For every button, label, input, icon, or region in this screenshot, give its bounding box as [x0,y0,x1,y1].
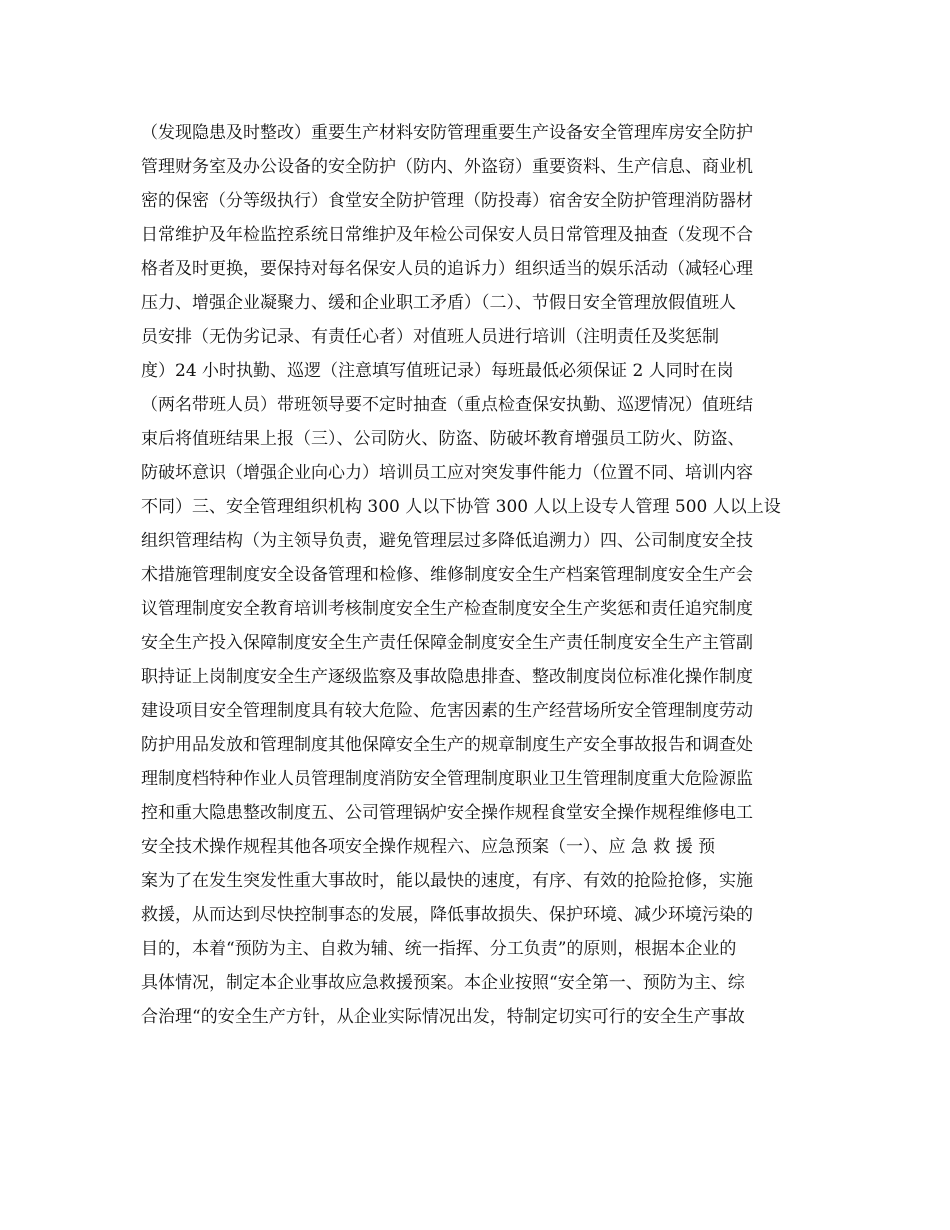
text-line: 束后将值班结果上报（三）、公司防火、防盗、防破坏教育增强员工防火、防盗、 [141,429,745,449]
text-line: 不同）三、安全管理组织机构 300 人以下协管 300 人以上设专人管理 500 人以上设 [141,497,781,517]
text-line: 救援，从而达到尽快控制事态的发展，降低事故损失、保护环境、减少环境污染的 [141,905,753,925]
text-line: 理制度档特种作业人员管理制度消防安全管理制度职业卫生管理制度重大危险源监 [141,769,753,789]
text-line: 目的，本着“预防为主、自救为辅、统一指挥、分工负责”的原则，根据本企业的 [141,939,737,959]
text-line: （两名带班人员）带班领导要不定时抽查（重点检查保安执勤、巡逻情况）值班结 [141,395,753,415]
text-line: 术措施管理制度安全设备管理和检修、维修制度安全生产档案管理制度安全生产会 [141,565,753,585]
text-line: 具体情况，制定本企业事故应急救援预案。本企业按照“安全第一、预防为主、综 [141,973,745,993]
text-line: 管理财务室及办公设备的安全防护（防内、外盗窃）重要资料、生产信息、商业机 [141,157,753,177]
text-line: 合治理“的安全生产方针，从企业实际情况出发，特制定切实可行的安全生产事故 [141,1007,745,1027]
text-line: 度）24 小时执勤、巡逻（注意填写值班记录）每班最低必须保证 2 人同时在岗 [141,361,734,381]
text-line: （发现隐患及时整改）重要生产材料安防管理重要生产设备安全管理库房安全防护 [141,123,753,143]
text-line: 密的保密（分等级执行）食堂安全防护管理（防投毒）宿舍安全防护管理消防器材 [141,191,753,211]
text-line: 案为了在发生突发性重大事故时，能以最快的速度，有序、有效的抢险抢修，实施 [141,871,753,891]
text-line: 组织管理结构（为主领导负责，避免管理层过多降低追溯力）四、公司制度安全技 [141,531,753,551]
text-line: 日常维护及年检监控系统日常维护及年检公司保安人员日常管理及抽查（发现不合 [141,225,753,245]
text-line: 员安排（无伪劣记录、有责任心者）对值班人员进行培训（注明责任及奖惩制 [141,327,719,347]
text-line: 压力、增强企业凝聚力、缓和企业职工矛盾）（二）、节假日安全管理放假值班人 [141,293,736,313]
text-line: 议管理制度安全教育培训考核制度安全生产检查制度安全生产奖惩和责任追究制度 [141,599,753,619]
text-line: 防破坏意识（增强企业向心力）培训员工应对突发事件能力（位置不同、培训内容 [141,463,753,483]
text-line: 安全技术操作规程其他各项安全操作规程六、应急预案（一）、应 急 救 援 预 [141,837,716,857]
body-text [141,116,821,1034]
text-line: 安全生产投入保障制度安全生产责任保障金制度安全生产责任制度安全生产主管副 [141,633,753,653]
text-line: 职持证上岗制度安全生产逐级监察及事故隐患排查、整改制度岗位标准化操作制度 [141,667,753,687]
text-line: 格者及时更换，要保持对每名保安人员的追诉力）组织适当的娱乐活动（减轻心理 [141,259,753,279]
text-line: 防护用品发放和管理制度其他保障安全生产的规章制度生产安全事故报告和调查处 [141,735,753,755]
text-line: 控和重大隐患整改制度五、公司管理锅炉安全操作规程食堂安全操作规程维修电工 [141,803,753,823]
text-line: 建设项目安全管理制度具有较大危险、危害因素的生产经营场所安全管理制度劳动 [141,701,753,721]
